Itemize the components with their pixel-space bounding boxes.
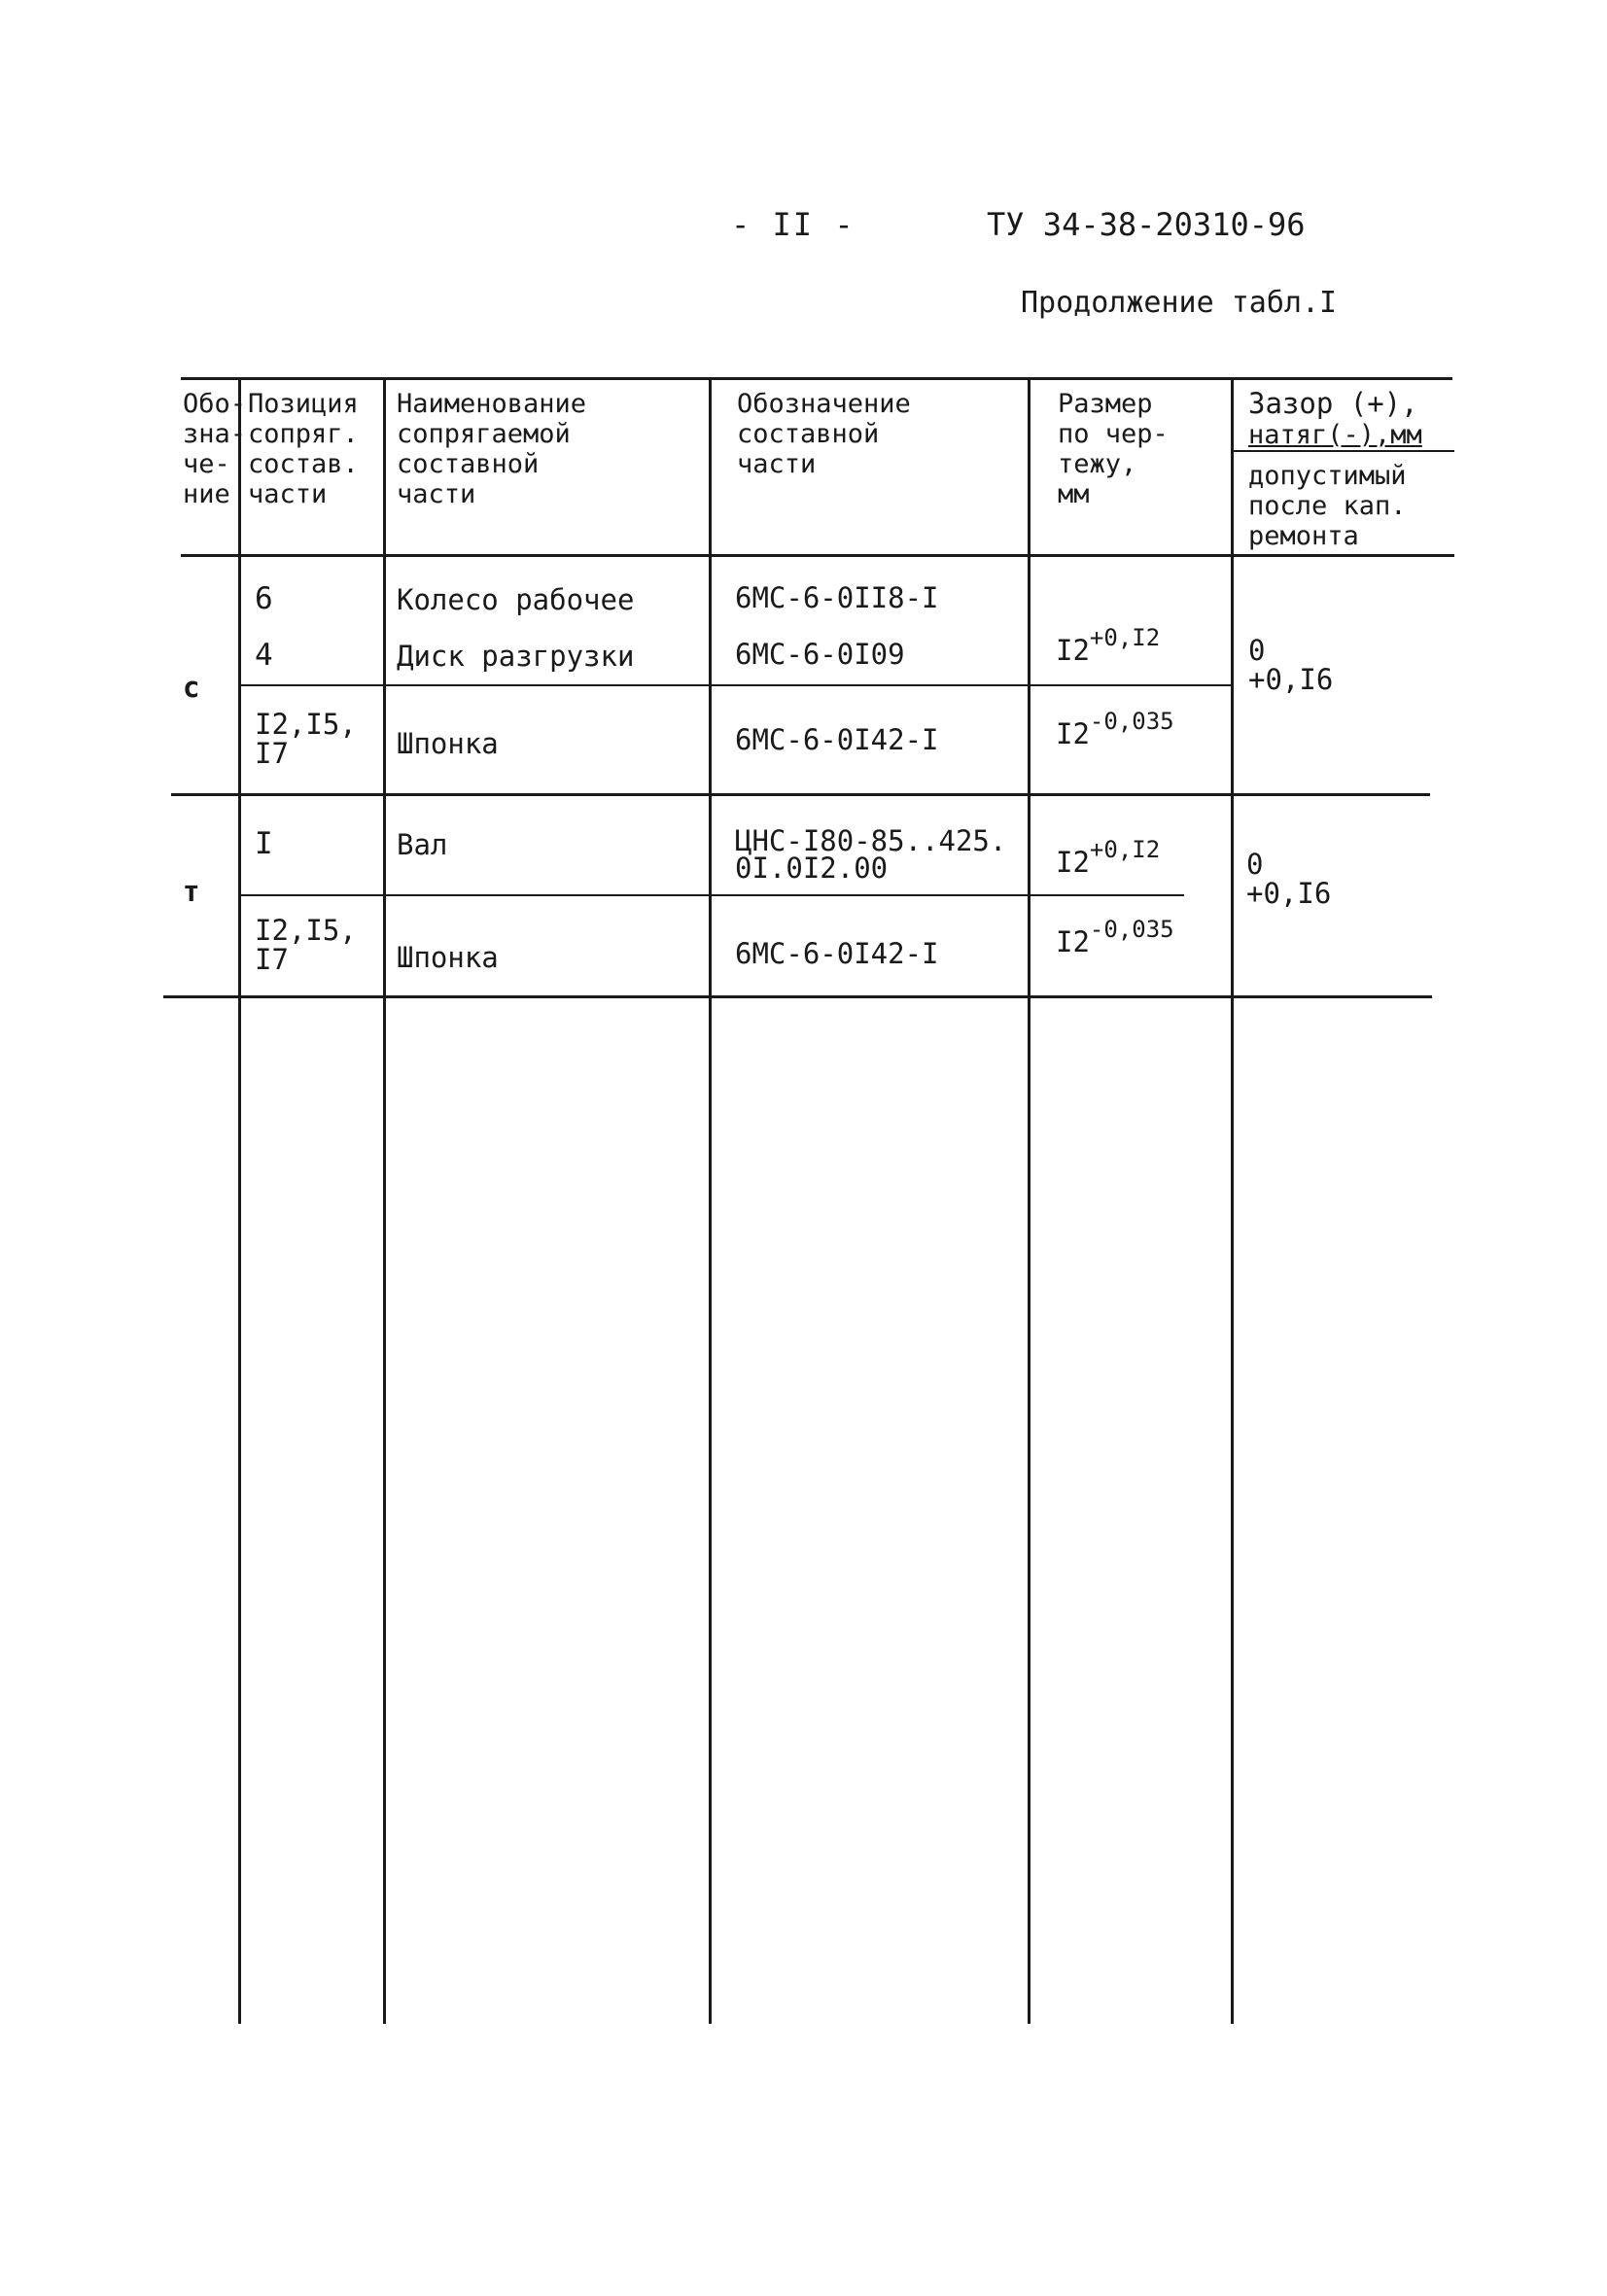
name-cell: Колесо рабочее xyxy=(397,583,635,616)
group-designation-c: с xyxy=(183,671,200,704)
size-tolerance: +0,I2 xyxy=(1089,624,1161,652)
name-cell: Шпонка xyxy=(397,941,499,974)
size-base: I2 xyxy=(1056,925,1090,958)
position-cell-line1: I2,I5, xyxy=(255,708,357,741)
size-base: I2 xyxy=(1056,846,1090,879)
column-header-part-code: Обозначение составной части xyxy=(737,389,911,479)
position-cell: 4 xyxy=(255,638,273,673)
part-code-cell-line1: ЦНС-I80-85..425. xyxy=(735,824,1007,857)
position-cell: 6 xyxy=(255,581,273,616)
gap-value: +0,I6 xyxy=(1246,877,1332,910)
column-header-name: Наименование сопрягаемой составной части xyxy=(397,389,587,509)
name-cell: Вал xyxy=(397,828,448,861)
gap-value: +0,I6 xyxy=(1248,663,1334,696)
part-code-cell: 6МС-6-0I09 xyxy=(735,638,905,671)
part-code-cell-line2: 0I.0I2.00 xyxy=(735,852,889,885)
group-designation-t: т xyxy=(183,875,200,908)
position-cell-line1: I2,I5, xyxy=(255,914,357,947)
gap-value: 0 xyxy=(1248,634,1266,667)
name-cell: Диск разгрузки xyxy=(397,640,635,673)
page-number: - II - xyxy=(731,206,856,243)
part-code-cell: 6МС-6-0I42-I xyxy=(735,937,939,970)
size-base: I2 xyxy=(1056,717,1090,750)
column-header-designation: Обо- зна- че- ние xyxy=(183,389,247,509)
column-header-gap-sub: допустимый после кап. ремонта xyxy=(1248,461,1407,551)
position-cell-line2: I7 xyxy=(255,737,289,770)
column-header-gap-line1: Зазор (+), xyxy=(1248,387,1418,420)
column-header-position: Позиция сопряг. состав. части xyxy=(248,389,359,509)
size-base: I2 xyxy=(1056,634,1090,667)
column-header-gap-line2: натяг(-),мм xyxy=(1248,420,1422,450)
column-header-size: Размер по чер- тежу, мм xyxy=(1058,389,1169,509)
size-cell xyxy=(1056,708,1174,750)
table-continuation-label: Продолжение табл.I xyxy=(1021,286,1338,320)
size-tolerance: +0,I2 xyxy=(1089,836,1161,864)
size-tolerance: -0,035 xyxy=(1089,916,1174,944)
size-cell xyxy=(1056,836,1161,879)
document-code: ТУ 34-38-20310-96 xyxy=(987,206,1306,243)
position-cell: I xyxy=(255,826,273,861)
size-tolerance: -0,035 xyxy=(1089,708,1174,736)
gap-value: 0 xyxy=(1246,848,1264,881)
size-cell xyxy=(1056,916,1174,958)
part-code-cell: 6МС-6-0II8-I xyxy=(735,581,939,614)
name-cell: Шпонка xyxy=(397,727,499,760)
position-cell-line2: I7 xyxy=(255,943,289,976)
part-code-cell: 6МС-6-0I42-I xyxy=(735,723,939,756)
size-cell xyxy=(1056,624,1161,667)
